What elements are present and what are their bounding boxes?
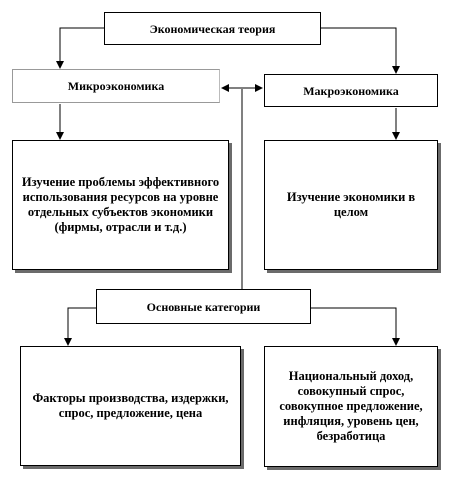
macroeconomics-categories: Национальный доход, совокупный спрос, совокупное предложение, инфляция, уровень цен, безработица xyxy=(279,369,423,443)
microeconomics-description-box xyxy=(12,140,229,270)
microeconomics-label: Микроэкономика xyxy=(67,79,165,93)
macroeconomics-box xyxy=(264,74,438,107)
macroeconomics-description: Изучение экономики в целом xyxy=(286,190,416,219)
macroeconomics-description-box xyxy=(264,140,438,270)
arrow-theory-to-micro xyxy=(60,28,104,68)
macroeconomics-label: Макроэкономика xyxy=(303,83,399,98)
main-categories-box xyxy=(96,289,311,324)
microeconomics-categories-box xyxy=(20,346,241,466)
arrow-categories-to-micro xyxy=(68,308,96,345)
economic-theory-label: Экономическая теория xyxy=(149,21,276,36)
economic-theory-box xyxy=(104,12,321,45)
microeconomics-box xyxy=(12,69,220,103)
microeconomics-description: Изучение проблемы эффективного использования ресурсов на уровне отдельных субъектов экономики (фирмы, отрасли и т.д.) xyxy=(21,175,220,234)
microeconomics-categories: Факторы производства, издержки, спрос, предложение, цена xyxy=(32,391,229,420)
main-categories-label: Основные категории xyxy=(146,299,261,314)
macroeconomics-categories-box xyxy=(264,346,438,467)
arrow-categories-to-macro xyxy=(311,308,396,345)
arrow-theory-to-macro xyxy=(321,28,396,73)
